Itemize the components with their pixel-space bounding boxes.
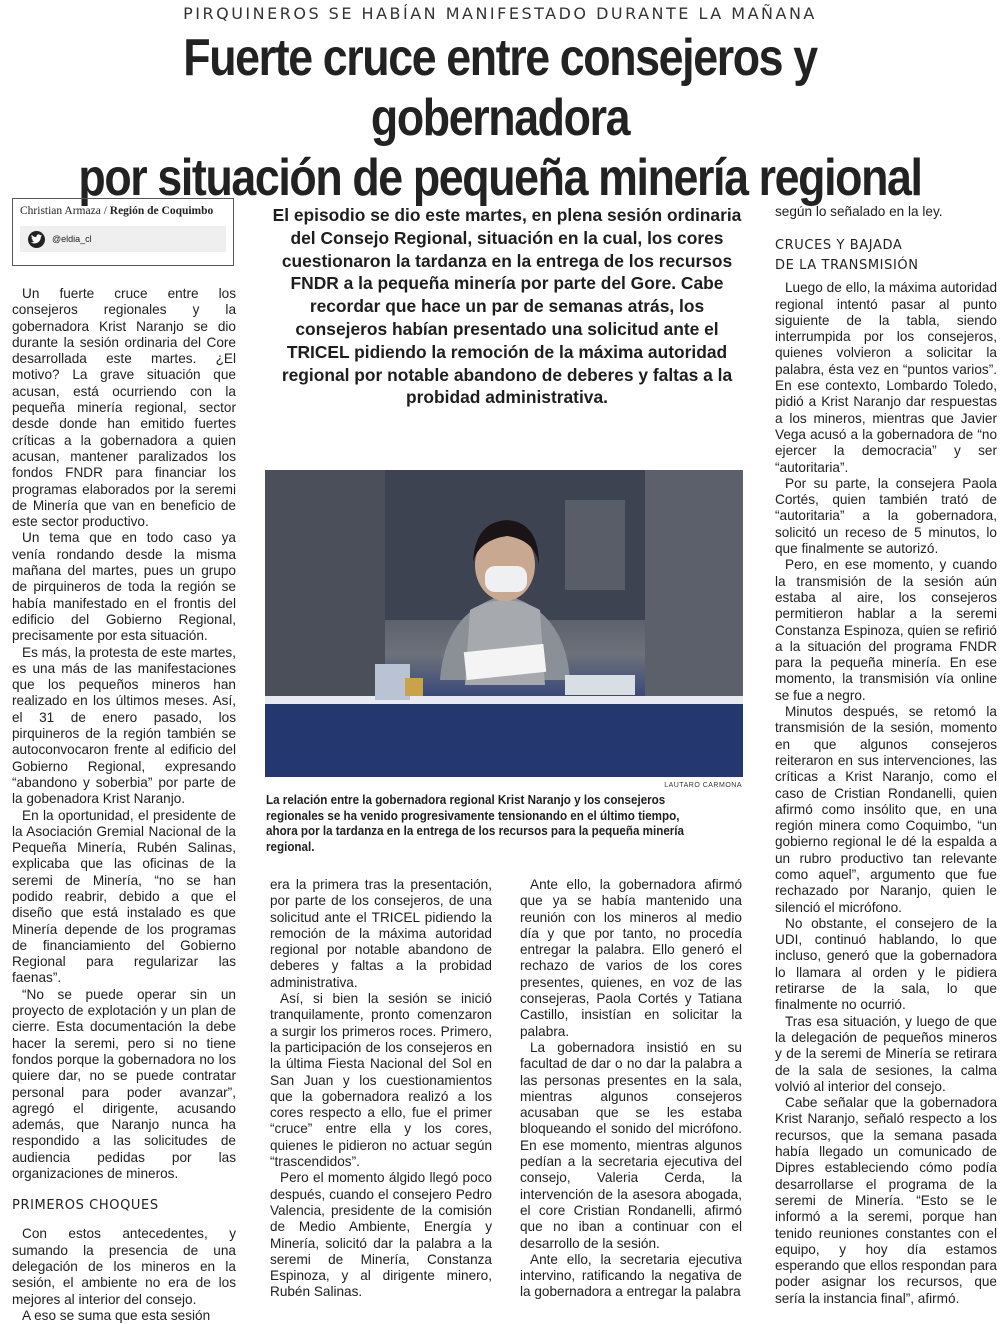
headline-line-2: por situación de pequeña minería regional [78,149,922,207]
article-photo [265,470,743,777]
column-2 [270,877,492,1301]
lead-paragraph: El episodio se dio este martes, en plena sesión ordinaria del Consejo Regional, situación en la cual, los cores cuestionaron la tardanza en la entrega de los recursos FNDR a la pequeña minería por parte del Gore. Cabe recordar que hace un par de semanas atrás, los consejeros habían presentado una solicitud ante el TRICEL pidiendo la remoción de la máxima autoridad regional por notable abandono de deberes y faltas a la probidad administrativa. [272,205,742,408]
section-heading: PRIMEROS CHOQUES [12,1198,159,1214]
twitter-icon [28,231,45,248]
twitter-row [20,226,226,252]
paragraph: “No se puede operar sin un proyecto de explotación y un plan de cierre. Esta documentación la debe hacer la seremi, pero si no tiene fondos porque la gobernadora no los quiere dar, no se puede contratar personal para poder avanzar”, agregó el dirigente, acusando además, que Naranjo nunca ha respondido a las solicitudes de audiencia pedidas por las organizaciones de mineros. [12,986,236,1182]
byline-separator: / [100,205,110,217]
paragraph: Es más, la protesta de este martes, es una más de las manifestaciones que los pequeños mineros han realizado en los últimos meses. Así, el 31 de enero pasado, los pirquineros de la región también se autoconvocaron frente al edificio del Gobierno Regional, expresando “abandono y soberbia” por parte de la gobenadora Krist Naranjo. [12,644,236,807]
paragraph: Por su parte, la consejera Paola Cortés, quien también trató de “autoritaria” a la gobernadora, solicitó un receso de 5 minutos, lo que finalmente se autorizó. [775,475,997,557]
paragraph: Pero, en ese momento, y cuando la transmisión de la sesión aún estaba al aire, los consejeros permitieron hablar a la seremi Constanza Espinoza, quien se refirió a la situación del programa FNDR para la pequeña minería. En ese momento, la transmisión vía online se fue a negro. [775,557,997,703]
headline-line-1: Fuerte cruce entre consejeros y gobernadora [183,29,817,147]
paragraph: A eso se suma que esta sesión [22,1307,211,1323]
paragraph: Cabe señalar que la gobernadora Krist Naranjo, señaló respecto a los recursos, que la semana pasada había llegado un comunicado de Dipres estableciendo cómo podía desarrollarse el programa de la seremi de Minería. “Esto se le informó a la seremi, porque han tenido reuniones constantes con el equipo, y hoy día estamos esperando que ellos respondan para poder asignar los recursos, que sería la instancia final”, afirmó. [775,1095,997,1306]
paragraph: No obstante, el consejero de la UDI, continuó hablando, lo que incluso, generó que la gobernadora lo llamara al orden y le pidiera retirarse de la sala, lo que finalmente no ocurrió. [775,915,997,1013]
paragraph: Un fuerte cruce entre los consejeros regionales y la gobernadora Krist Naranjo se dio durante la sesión ordinaria del Core desarrollada este martes. ¿El motivo? La grave situación que acusan, está ocurriendo con la pequeña minería regional, sector desde donde han emitido fuertes críticas a la gobernadora a quien acusan, mantener paralizados los fondos FNDR para financiar los programas elaborados por la seremi de Minería que van en beneficio de este sector productivo. [12,286,236,530]
paragraph: Ante ello, la secretaria ejecutiva intervino, ratificando la negativa de la gobernadora a entregar la palabra [520,1251,742,1300]
section-heading: CRUCES Y BAJADA DE LA TRANSMISIÓN [775,238,919,274]
paragraph: En la oportunidad, el presidente de la Asociación Gremial Nacional de la Pequeña Minería, Rubén Salinas, explicaba que las oficinas de la seremi de Minería, “no se han podido reabrir, debido a que el diseño que está instalado es que Minería depende de los programas de financiamiento del Gobierno Regional para regularizar las faenas”. [12,807,236,986]
paragraph: Ante ello, la gobernadora afirmó que ya se había mantenido una reunión con los mineros al medio día y que por tanto, no procedía entregar la palabra. Ello generó el rechazo de varios de los cores presentes, quienes, en voz de las consejeras, Paola Cortés y Tatiana Castillo, insistían en solicitar la palabra. [520,877,742,1039]
paragraph: Luego de ello, la máxima autoridad regional intentó pasar al punto siguiente de la tabla, siendo interrumpida por los consejeros, quienes volvieron a solicitar la palabra, ésta vez en “puntos varios”. En ese contexto, Lombardo Toledo, pidió a Krist Naranjo dar respuestas a los mineros, mientras que Javier Vega acusó a la gobernadora de “no ejercer la democracia” y ser “autoritaria”. [775,280,997,475]
paragraph: Tras esa situación, y luego de que la delegación de pequeños mineros y de la seremi de Minería se retirara de la sala de sesiones, la calma volvió al interior del consejo. [775,1013,997,1094]
headline [70,28,930,208]
paragraph: Así, si bien la sesión se inició tranquilamente, pronto comenzaron a surgir los primeros roces. Primero, la participación de los consejeros en la última Fiesta Nacional del Sol en San Juan y los cuestionamientos que la gobernadora realizó a los cores respecto a ello, fue el primer “cruce” entre ella y los cores, quienes le pidieron no actuar según “trascendidos”. [270,991,492,1170]
paragraph: Pero el momento álgido llegó poco después, cuando el consejero Pedro Valencia, presidente de la comisión de Medio Ambiente, Energía y Minería, solicitó dar la palabra a la seremi de Minería, Constanza Espinoza, y al dirigente minero, Rubén Salinas. [270,1170,492,1300]
author-region: Región de Coquimbo [109,205,214,217]
column-1 [12,286,236,1324]
paragraph: Minutos después, se retomó la transmisión de la sesión, momento en que algunos consejeros reiteraron en sus intervenciones, las críticas a Krist Naranjo, como el caso de Cristian Rondanelli, quien afirmó como insólito que, en una región minera como Coquimbo, “un gobierno regional le dé la espalda a un rubro productivo tan relevante como aquel”, argumento que fue rechazado por Naranjo, quien le silenció el micrófono. [775,704,997,915]
byline-box [12,198,234,266]
paragraph: Un tema que en todo caso ya venía rondando desde la misma mañana del martes, pues un grupo de pirquineros de toda la región se había manifestado en el frontis del edificio del Gobierno Regional, precisamente por esta situación. [12,530,236,644]
paragraph: Con estos antecedentes, y sumando la presencia de una delegación de los mineros en la sesión, el ambiente no era de los mejores al interior del consejo. [12,1226,236,1307]
column-4 [775,204,997,1307]
kicker: PIRQUINEROS SE HABÍAN MANIFESTADO DURANTE LA MAÑANA [183,4,817,23]
photo-credit: LAUTARO CARMONA [664,782,742,789]
byline [20,205,226,217]
paragraph: era la primera tras la presentación, por parte de los consejeros, de una solicitud ante el TRICEL pidiendo la remoción de la máxima autoridad regional por notable abandono de deberes y faltas a la probidad administrativa. [270,877,492,990]
paragraph: La gobernadora insistió en su facultad de dar o no dar la palabra a las personas presentes en la sala, mientras algunos consejeros acusaban que se les estaba bloqueando el sonido del micrófono. En ese momento, mientras algunos pedían a la secretaria ejecutiva del consejo, Valeria Cerda, la intervención de la asesora abogada, el core Cristian Rondanelli, afirmó que no iban a continuar con el desarrollo de la sesión. [520,1039,742,1251]
author-name: Christian Armaza [20,205,101,217]
paragraph: según lo señalado en la ley. [775,204,943,219]
column-3 [520,877,742,1301]
twitter-handle: @eldia_cl [52,234,92,244]
photo-caption: La relación entre la gobernadora regional Krist Naranjo y los consejeros regionales se ha venido progresivamente tensionando en el último tiempo, ahora por la tardanza en la entrega de los recursos para la pequeña minería regional. [266,793,685,854]
